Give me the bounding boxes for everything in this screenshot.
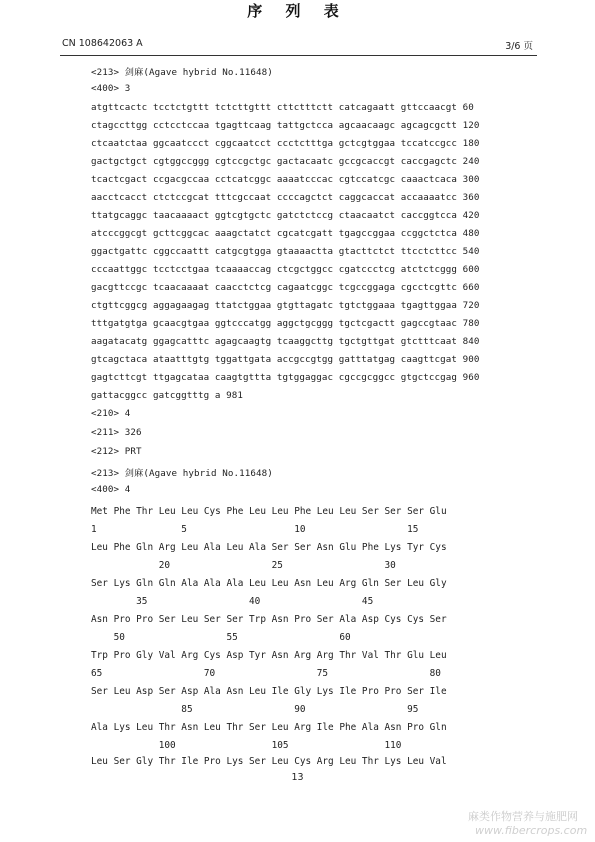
seq-line: <210> 4 <box>91 408 131 419</box>
dna-line: aagatacatg ggagcatttc agagcaagtg tcaaggcttg tgctgttgat gtctttcaat 840 <box>91 336 480 347</box>
residue-numbers: 65 70 75 80 <box>91 668 441 679</box>
dna-line: ctagccttgg cctcctccaa tgagttcaag tattgctcca agcaacaagc agcagcgctt 120 <box>91 120 480 131</box>
page-number: 13 <box>291 772 304 783</box>
residue-numbers: 20 25 30 <box>91 560 396 571</box>
dna-line: tttgatgtga gcaacgtgaa ggtcccatgg aggctgcggg tgctcgactt gagccgtaac 780 <box>91 318 480 329</box>
residue-numbers: 100 105 110 <box>91 740 402 751</box>
residue-numbers: 1 5 10 15 <box>91 524 419 535</box>
header-rule <box>60 55 537 56</box>
dna-line: ctcaatctaa ggcaatccct cggcaatcct ccctctttga gctcgtggaa tccatccgcc 180 <box>91 138 480 149</box>
protein-row: Leu Phe Gln Arg Leu Ala Leu Ala Ser Ser Asn Glu Phe Lys Tyr Cys <box>91 542 447 553</box>
protein-row: Leu Ser Gly Thr Ile Pro Lys Ser Leu Cys Arg Leu Thr Lys Leu Val <box>91 756 447 767</box>
protein-row: Ser Lys Gln Gln Ala Ala Ala Leu Leu Asn Leu Arg Gln Ser Leu Gly <box>91 578 447 589</box>
dna-line: gacgttccgc tcaacaaaat caacctctcg cagaatcggc tcgccggaga cgcctcgttc 660 <box>91 282 480 293</box>
page-title: 序 列 表 <box>247 2 348 20</box>
seq-line: <400> 3 <box>91 83 131 94</box>
protein-row: Trp Pro Gly Val Arg Cys Asp Tyr Asn Arg Arg Thr Val Thr Glu Leu <box>91 650 447 661</box>
residue-numbers: 85 90 95 <box>91 704 419 715</box>
seq-line: <400> 4 <box>91 484 131 495</box>
residue-numbers: 35 40 45 <box>91 596 374 607</box>
dna-line: ctgttcggcg aggagaagag ttatctggaa gtgttagatc tgtctggaaa tgagttggaa 720 <box>91 300 480 311</box>
residue-numbers: 50 55 60 <box>91 632 351 643</box>
watermark-text: 麻类作物营养与施肥网 <box>468 810 578 823</box>
protein-row: Ala Lys Leu Thr Asn Leu Thr Ser Leu Arg Ile Phe Ala Asn Pro Gln <box>91 722 447 733</box>
dna-line: gagtcttcgt ttgagcataa caagtgttta tgtggaggac cgccgcggcc gtgctccgag 960 <box>91 372 480 383</box>
seq-line: <213> 剑麻(Agave hybrid No.11648) <box>91 468 273 479</box>
dna-line: ttatgcaggc taacaaaact ggtcgtgctc gatctctccg ctaacaatct caccggtcca 420 <box>91 210 480 221</box>
dna-line: atcccggcgt gcttcggcac aaagctatct cgcatcgatt tgagccggaa ccggctctca 480 <box>91 228 480 239</box>
protein-row: Asn Pro Pro Ser Leu Ser Ser Trp Asn Pro Ser Ala Asp Cys Cys Ser <box>91 614 447 625</box>
protein-row: Ser Leu Asp Ser Asp Ala Asn Leu Ile Gly Lys Ile Pro Pro Ser Ile <box>91 686 447 697</box>
protein-row: Met Phe Thr Leu Leu Cys Phe Leu Leu Phe Leu Leu Ser Ser Ser Glu <box>91 506 447 517</box>
dna-line: cccaattggc tcctcctgaa tcaaaaccag ctcgctggcc cgatccctcg atctctcggg 600 <box>91 264 480 275</box>
page-indicator: 3/6 页 <box>505 41 533 52</box>
patent-number: CN 108642063 A <box>62 38 143 49</box>
watermark-url: www.fibercrops.com <box>475 824 588 837</box>
seq-line: <213> 剑麻(Agave hybrid No.11648) <box>91 67 273 78</box>
seq-line: <211> 326 <box>91 427 142 438</box>
dna-line: gtcagctaca ataatttgtg tggattgata accgccgtgg gatttatgag caagttcgat 900 <box>91 354 480 365</box>
dna-line: atgttcactc tcctctgttt tctcttgttt cttctttctt catcagaatt gttccaacgt 60 <box>91 102 474 113</box>
dna-line: gattacggcc gatcggtttg a 981 <box>91 390 244 401</box>
dna-line: tcactcgact ccgacgccaa cctcatcggc aaaatcccac cgtccatcgc caaactcaca 300 <box>91 174 480 185</box>
dna-line: ggactgattc cggccaattt catgcgtgga gtaaaactta gtacttctct ttcctcttcc 540 <box>91 246 480 257</box>
dna-line: aacctcacct ctctccgcat tttcgccaat ccccagctct caggcaccat accaaaatcc 360 <box>91 192 480 203</box>
seq-line: <212> PRT <box>91 446 142 457</box>
dna-line: gactgctgct cgtggccggg cgtccgctgc gactacaatc gccgcaccgt caccgagctc 240 <box>91 156 480 167</box>
